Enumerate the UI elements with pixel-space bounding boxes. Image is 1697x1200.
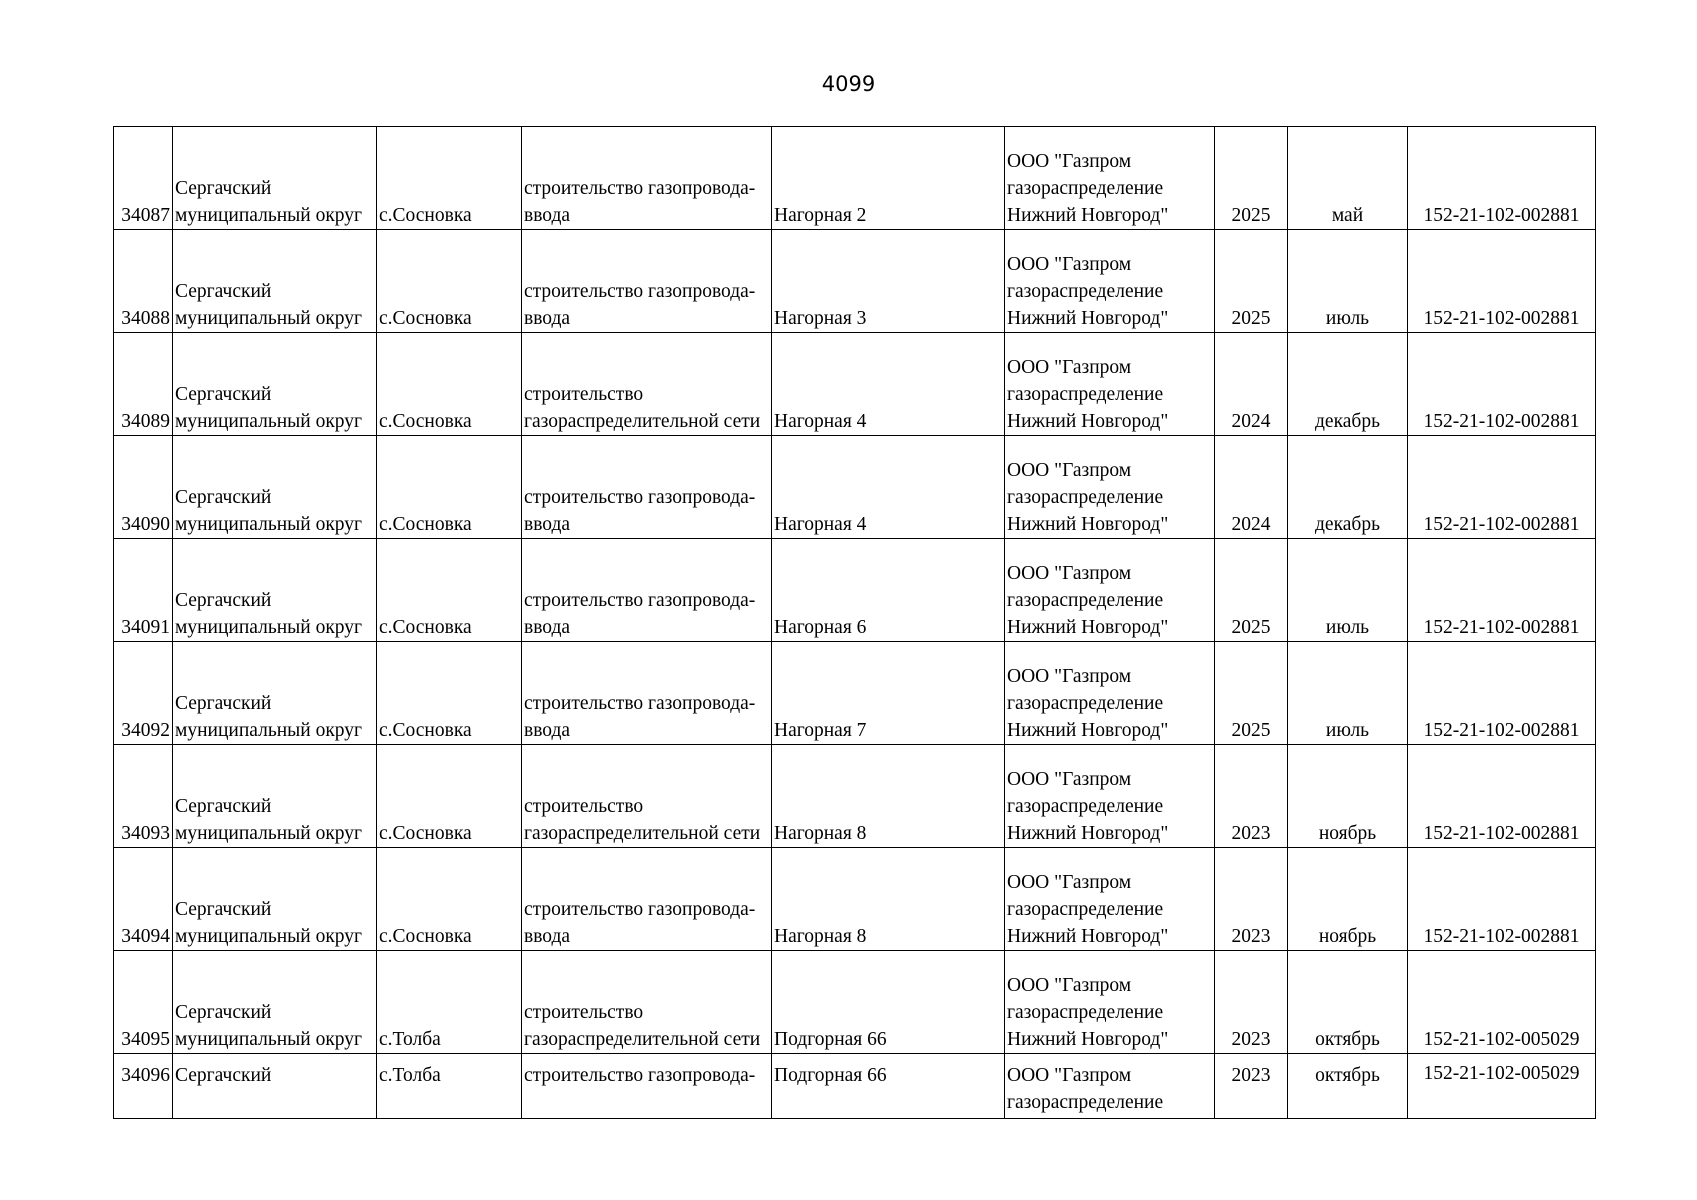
cell-work-type: [522, 230, 772, 333]
cell-work-type-line: газораспределительной сети: [524, 1029, 761, 1050]
cell-district-line: муниципальный округ: [175, 411, 363, 432]
cell-settlement: с.Сосновка: [377, 127, 522, 230]
cell-organization-line: газораспределение: [1007, 1002, 1164, 1023]
cell-district-line: Сергачский: [175, 1065, 272, 1086]
cell-organization: [1005, 436, 1215, 539]
cell-organization-line: газораспределение: [1007, 796, 1164, 817]
cell-organization-line: ООО "Газпром: [1007, 151, 1132, 172]
cell-work-type: [522, 1054, 772, 1119]
cell-work-type-line: ввода: [524, 308, 571, 329]
cell-organization-line: газораспределение: [1007, 384, 1164, 405]
cell-work-type: [522, 127, 772, 230]
cell-work-type-line: ввода: [524, 617, 571, 638]
cell-organization-line: Нижний Новгород": [1007, 617, 1169, 638]
cell-district: [173, 951, 377, 1054]
cell-work-type: [522, 848, 772, 951]
cell-work-type-line: газораспределительной сети: [524, 411, 761, 432]
table-row: [114, 1054, 1596, 1119]
cell-year: 2023: [1215, 951, 1288, 1054]
cell-year: 2025: [1215, 127, 1288, 230]
cell-organization: [1005, 1054, 1215, 1119]
cell-work-type: [522, 539, 772, 642]
cell-number: 34093: [114, 745, 173, 848]
cell-settlement: с.Сосновка: [377, 436, 522, 539]
cell-district-line: муниципальный округ: [175, 617, 363, 638]
cell-organization-line: газораспределение: [1007, 1092, 1164, 1113]
cell-district-line: муниципальный округ: [175, 514, 363, 535]
table-row: [114, 436, 1596, 539]
cell-address: Нагорная 4: [772, 333, 1005, 436]
cell-organization: [1005, 951, 1215, 1054]
cell-district-line: Сергачский: [175, 281, 272, 302]
cell-address: Нагорная 3: [772, 230, 1005, 333]
cell-code: 152-21-102-005029: [1408, 1054, 1596, 1119]
cell-code: 152-21-102-002881: [1408, 745, 1596, 848]
cell-number: 34092: [114, 642, 173, 745]
cell-work-type-line: ввода: [524, 720, 571, 741]
cell-year: 2025: [1215, 230, 1288, 333]
cell-district-line: муниципальный округ: [175, 823, 363, 844]
cell-number: 34091: [114, 539, 173, 642]
cell-settlement: с.Сосновка: [377, 848, 522, 951]
cell-work-type-line: строительство: [524, 1002, 644, 1023]
cell-work-type: [522, 642, 772, 745]
cell-organization-line: Нижний Новгород": [1007, 411, 1169, 432]
cell-code: 152-21-102-002881: [1408, 127, 1596, 230]
cell-organization-line: ООО "Газпром: [1007, 666, 1132, 687]
cell-month: октябрь: [1288, 951, 1408, 1054]
cell-organization: [1005, 127, 1215, 230]
cell-district-line: муниципальный округ: [175, 1029, 363, 1050]
cell-code: 152-21-102-002881: [1408, 539, 1596, 642]
cell-address: Нагорная 8: [772, 745, 1005, 848]
cell-number: 34089: [114, 333, 173, 436]
cell-organization-line: Нижний Новгород": [1007, 1029, 1169, 1050]
cell-month: декабрь: [1288, 333, 1408, 436]
cell-number: 34090: [114, 436, 173, 539]
cell-month: июль: [1288, 539, 1408, 642]
cell-work-type-line: строительство газопровода-: [524, 281, 756, 302]
cell-work-type: [522, 333, 772, 436]
cell-organization-line: ООО "Газпром: [1007, 254, 1132, 275]
cell-district-line: Сергачский: [175, 384, 272, 405]
cell-district-line: Сергачский: [175, 178, 272, 199]
cell-organization-line: ООО "Газпром: [1007, 563, 1132, 584]
cell-organization-line: Нижний Новгород": [1007, 720, 1169, 741]
cell-month: июль: [1288, 230, 1408, 333]
cell-work-type-line: строительство газопровода-: [524, 899, 756, 920]
cell-district: [173, 127, 377, 230]
cell-organization-line: ООО "Газпром: [1007, 872, 1132, 893]
cell-settlement: с.Сосновка: [377, 539, 522, 642]
cell-address: Нагорная 2: [772, 127, 1005, 230]
cell-year: 2023: [1215, 1054, 1288, 1119]
cell-work-type-line: строительство газопровода-: [524, 693, 756, 714]
cell-district-line: Сергачский: [175, 487, 272, 508]
cell-month: ноябрь: [1288, 745, 1408, 848]
cell-address: Подгорная 66: [772, 951, 1005, 1054]
cell-month: ноябрь: [1288, 848, 1408, 951]
cell-month: декабрь: [1288, 436, 1408, 539]
cell-organization: [1005, 230, 1215, 333]
gas-registry-table: [113, 126, 1596, 1119]
table-row: [114, 127, 1596, 230]
cell-district: [173, 642, 377, 745]
cell-organization: [1005, 642, 1215, 745]
cell-organization-line: газораспределение: [1007, 693, 1164, 714]
cell-organization-line: ООО "Газпром: [1007, 357, 1132, 378]
cell-work-type-line: ввода: [524, 514, 571, 535]
cell-work-type-line: строительство газопровода-: [524, 1065, 756, 1086]
cell-address: Нагорная 7: [772, 642, 1005, 745]
cell-district-line: Сергачский: [175, 899, 272, 920]
cell-district: [173, 848, 377, 951]
table-row: [114, 951, 1596, 1054]
cell-settlement: с.Сосновка: [377, 642, 522, 745]
cell-settlement: с.Сосновка: [377, 230, 522, 333]
cell-year: 2025: [1215, 539, 1288, 642]
cell-district-line: Сергачский: [175, 796, 272, 817]
cell-work-type: [522, 745, 772, 848]
cell-district-line: Сергачский: [175, 1002, 272, 1023]
cell-district: [173, 333, 377, 436]
cell-organization: [1005, 333, 1215, 436]
cell-district: [173, 1054, 377, 1119]
cell-work-type-line: строительство: [524, 796, 644, 817]
cell-work-type-line: ввода: [524, 205, 571, 226]
cell-district: [173, 230, 377, 333]
cell-organization-line: газораспределение: [1007, 281, 1164, 302]
cell-work-type-line: строительство газопровода-: [524, 487, 756, 508]
cell-year: 2025: [1215, 642, 1288, 745]
cell-district-line: муниципальный округ: [175, 308, 363, 329]
cell-work-type-line: газораспределительной сети: [524, 823, 761, 844]
cell-year: 2023: [1215, 848, 1288, 951]
cell-code: 152-21-102-002881: [1408, 642, 1596, 745]
cell-district-line: муниципальный округ: [175, 720, 363, 741]
cell-month: октябрь: [1288, 1054, 1408, 1119]
cell-code: 152-21-102-002881: [1408, 333, 1596, 436]
cell-organization-line: газораспределение: [1007, 899, 1164, 920]
cell-year: 2024: [1215, 333, 1288, 436]
cell-organization-line: Нижний Новгород": [1007, 926, 1169, 947]
cell-settlement: с.Толба: [377, 1054, 522, 1119]
cell-organization: [1005, 848, 1215, 951]
cell-work-type: [522, 436, 772, 539]
page-number: 4099: [821, 72, 876, 96]
cell-settlement: с.Сосновка: [377, 745, 522, 848]
table-row: [114, 230, 1596, 333]
cell-code: 152-21-102-005029: [1408, 951, 1596, 1054]
cell-organization-line: Нижний Новгород": [1007, 205, 1169, 226]
cell-year: 2024: [1215, 436, 1288, 539]
cell-work-type-line: строительство газопровода-: [524, 590, 756, 611]
table-body: [114, 127, 1596, 1119]
cell-work-type-line: ввода: [524, 926, 571, 947]
cell-organization-line: газораспределение: [1007, 178, 1164, 199]
cell-district: [173, 745, 377, 848]
cell-month: май: [1288, 127, 1408, 230]
cell-number: 34087: [114, 127, 173, 230]
cell-district-line: муниципальный округ: [175, 926, 363, 947]
cell-address: Нагорная 6: [772, 539, 1005, 642]
cell-organization-line: ООО "Газпром: [1007, 1065, 1132, 1086]
cell-organization-line: газораспределение: [1007, 487, 1164, 508]
cell-organization-line: газораспределение: [1007, 590, 1164, 611]
cell-code: 152-21-102-002881: [1408, 436, 1596, 539]
cell-organization-line: ООО "Газпром: [1007, 769, 1132, 790]
cell-district-line: Сергачский: [175, 693, 272, 714]
cell-organization-line: Нижний Новгород": [1007, 514, 1169, 535]
cell-district-line: муниципальный округ: [175, 205, 363, 226]
table-row: [114, 848, 1596, 951]
cell-organization-line: Нижний Новгород": [1007, 308, 1169, 329]
cell-number: 34094: [114, 848, 173, 951]
cell-district: [173, 436, 377, 539]
cell-number: 34096: [114, 1054, 173, 1119]
cell-organization-line: ООО "Газпром: [1007, 975, 1132, 996]
cell-settlement: с.Сосновка: [377, 333, 522, 436]
table-row: [114, 333, 1596, 436]
table-row: [114, 745, 1596, 848]
table-row: [114, 539, 1596, 642]
cell-address: Нагорная 8: [772, 848, 1005, 951]
cell-work-type-line: строительство газопровода-: [524, 178, 756, 199]
cell-district: [173, 539, 377, 642]
cell-code: 152-21-102-002881: [1408, 230, 1596, 333]
cell-address: Подгорная 66: [772, 1054, 1005, 1119]
cell-work-type-line: строительство: [524, 384, 644, 405]
cell-organization-line: ООО "Газпром: [1007, 460, 1132, 481]
cell-organization: [1005, 539, 1215, 642]
cell-work-type: [522, 951, 772, 1054]
cell-number: 34095: [114, 951, 173, 1054]
cell-organization: [1005, 745, 1215, 848]
table-row: [114, 642, 1596, 745]
cell-address: Нагорная 4: [772, 436, 1005, 539]
cell-organization-line: Нижний Новгород": [1007, 823, 1169, 844]
cell-district-line: Сергачский: [175, 590, 272, 611]
cell-month: июль: [1288, 642, 1408, 745]
cell-year: 2023: [1215, 745, 1288, 848]
cell-number: 34088: [114, 230, 173, 333]
cell-settlement: с.Толба: [377, 951, 522, 1054]
cell-code: 152-21-102-002881: [1408, 848, 1596, 951]
